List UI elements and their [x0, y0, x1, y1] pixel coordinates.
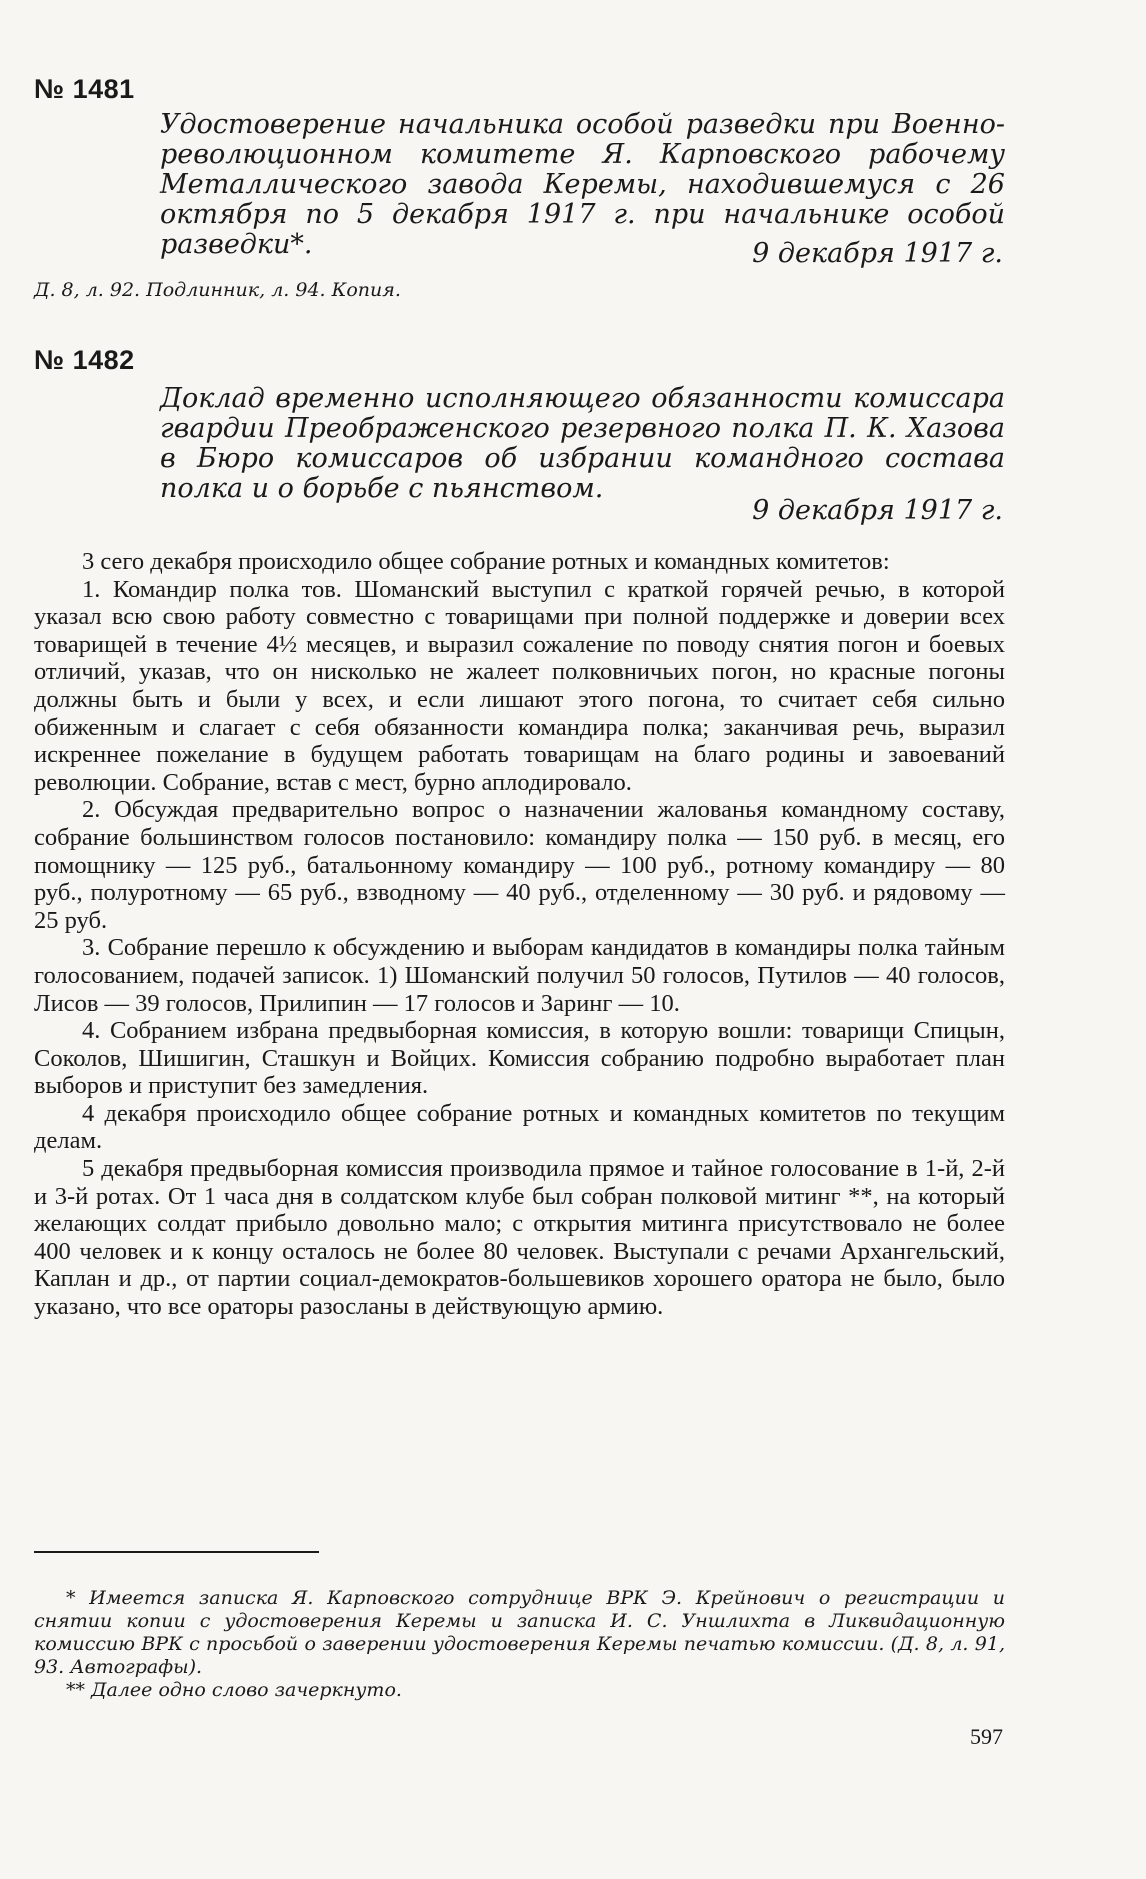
footnote: ** Далее одно слово зачеркнуто. — [66, 1679, 402, 1701]
doc-1482-title: Доклад временно исполняющего обязанности комиссара гвардии Преображенского резервного полка П. К. Хазова в Бюро комиссаров об избрании командного состава полка и о борьбе с пьянством. — [160, 383, 1005, 504]
body-paragraph: 1. Командир полка тов. Шоманский выступил с краткой горячей речью, в которой указал всю свою работу совместно с товарищами при полной поддержке и доверии всех товарищей в течение 4½ месяцев, и выразил сожаление по поводу снятия погон и боевых отличий, указав, что он нисколько не жалеет полковничьих погон, но красные погоны должны быть и были у всех, и если лишают этого погона, то считает себя сильно обиженным и слагает с себя обязанности командира полка; заканчивая речь, выразил искреннее пожелание в будущем работать товарищам на благо родины и завоеваний революции. Собрание, встав с мест, бурно аплодировало. — [34, 575, 1005, 796]
doc-1481-number: № 1481 — [34, 74, 135, 104]
page-number: 597 — [970, 1724, 1003, 1749]
body-paragraph: 3 сего декабря происходило общее собрание ротных и командных комитетов: — [82, 548, 890, 575]
body-paragraph: 3. Собрание перешло к обсуждению и выборам кандидатов в командиры полка тайным голосованием, подачей записок. 1) Шоманский получил 50 голосов, Путилов — 40 голосов, Лисов — 39 голосов, Прилипин — 17 голосов и Заринг — 10. — [34, 934, 1005, 1017]
footnotes — [34, 1587, 1005, 1702]
footnote-divider — [34, 1551, 319, 1553]
body-paragraph: 5 декабря предвыборная комиссия производила прямое и тайное голосование в 1-й, 2-й и 3-й ротах. От 1 часа дня в солдатском клубе был собран полковой митинг **, на который желающих солдат прибыло довольно мало; с открытия митинга присутствовало не более 400 человек и к концу осталось не более 80 человек. Выступали с речами Архангельский, Каплан и др., от партии социал-демократов-большевиков хорошего оратора не было, было указано, что все ораторы разосланы в действующую армию. — [34, 1155, 1005, 1321]
body-paragraph: 4 декабря происходило общее собрание ротных и командных комитетов по текущим делам. — [34, 1099, 1005, 1155]
footnote: * Имеется записка Я. Карповского сотруднице ВРК Э. Крейнович о регистрации и снятии копии с удостоверения Керемы и записка И. С. Уншлихта в Ликвидационную комиссию ВРК с просьбой о заверении удостоверения Керемы печатью комиссии. (Д. 8, л. 91, 93. Автографы). — [34, 1587, 1005, 1678]
doc-1481-date: 9 декабря 1917 г. — [752, 238, 1003, 269]
doc-1482-date: 9 декабря 1917 г. — [752, 495, 1003, 526]
doc-1481-title: Удостоверение начальника особой разведки при Военно-революционном комитете Я. Карповского рабочему Металлического завода Керемы, находившемуся с 26 октября по 5 декабря 1917 г. при начальнике особой разведки*. — [160, 109, 1005, 260]
doc-1482-body — [34, 548, 1005, 1321]
body-paragraph: 4. Собранием избрана предвыборная комиссия, в которую вошли: товарищи Спицын, Соколов, Шишигин, Сташкун и Войцих. Комиссия собранию подробно выработает план выборов и приступит без замедления. — [34, 1017, 1005, 1100]
doc-1482-number: № 1482 — [34, 345, 135, 375]
body-paragraph: 2. Обсуждая предварительно вопрос о назначении жалованья командному составу, собрание большинством голосов постановило: командиру полка — 150 руб. в месяц, его помощнику — 125 руб., батальонному командиру — 100 руб., ротному командиру — 80 руб., полуротному — 65 руб., взводному — 40 руб., отделенному — 30 руб. и рядовому — 25 руб. — [34, 796, 1005, 934]
doc-1481-source-note: Д. 8, л. 92. Подлинник, л. 94. Копия. — [34, 279, 401, 301]
